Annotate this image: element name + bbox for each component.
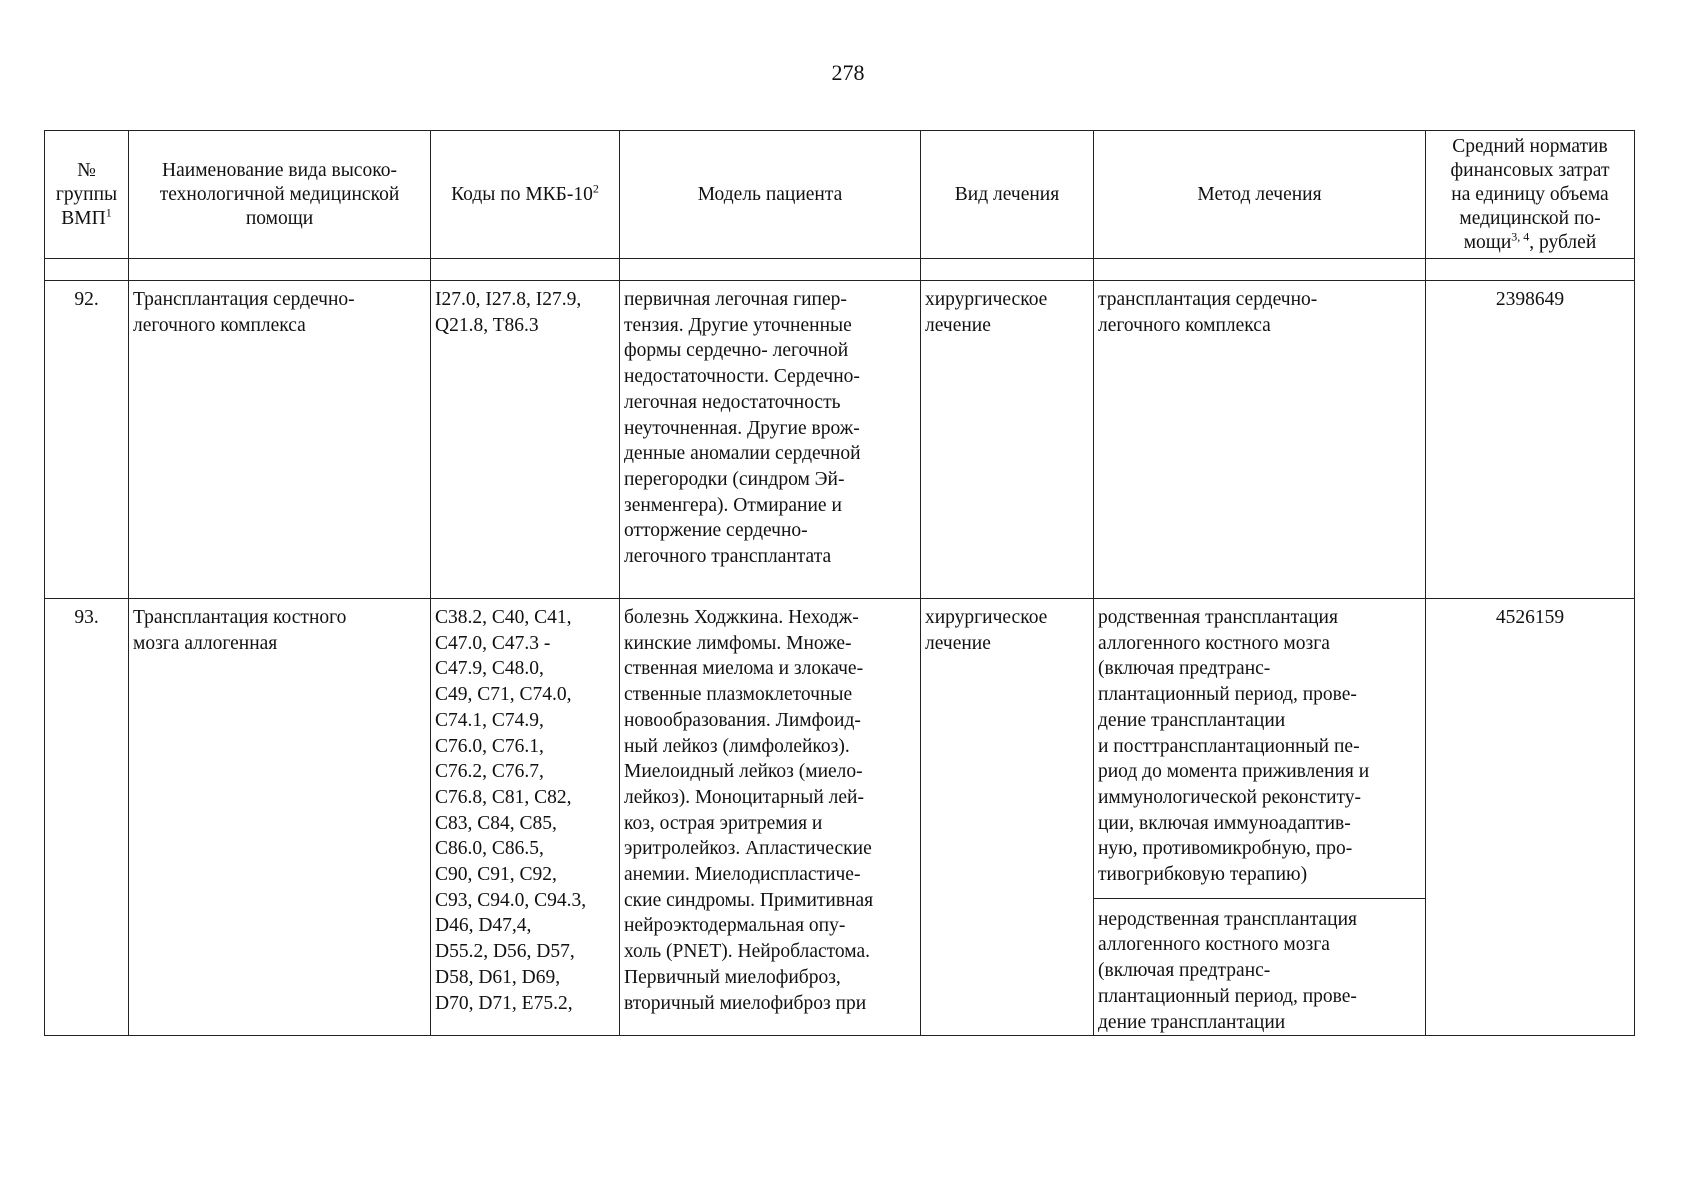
table-row: [45, 281, 1635, 599]
row-method-unrelated: неродственная трансплантация аллогенного костного мозга (включая предтранс- плантационный период, прове- дение трансплантации: [1098, 908, 1358, 1033]
row-name: Трансплантация сердечно- легочного комплекса: [129, 281, 431, 599]
row-method-cell: [1094, 599, 1426, 1036]
row-number: 93.: [45, 599, 129, 1036]
table-row: [45, 599, 1635, 1036]
row-codes: C38.2, C40, C41, C47.0, C47.3 - C47.9, C48.0, C49, C71, C74.0, C74.1, C74.9, C76.0, C76.1, C76.2, C76.7, C76.8, C81, C82, C83, C84, C85, C86.0, C86.5, C90, C91, C92, C93, C94.0, C94.3, D46, D47,4, D55.2, D56, D57, D58, D61, D69, D70, D71, E75.2,: [431, 599, 620, 1036]
row-treatment-type: хирургическое лечение: [921, 281, 1094, 599]
row-number: 92.: [45, 281, 129, 599]
row-method-related: родственная трансплантация аллогенного костного мозга (включая предтранс- плантационный период, прове- дение трансплантации и посттрансплантационный пе- риод до момента приживления и иммунологической реконститу- ции, включая иммуноадаптив- ную, противомикробную, про- тивогрибковую терапию): [1094, 605, 1425, 899]
header-treatment-type: Вид лечения: [921, 131, 1094, 259]
row-cost: 4526159: [1426, 599, 1635, 1036]
row-codes: I27.0, I27.8, I27.9, Q21.8, T86.3: [431, 281, 620, 599]
header-model: Модель пациента: [620, 131, 921, 259]
table-header-row: [45, 131, 1635, 259]
header-spacer-row: [45, 259, 1635, 281]
header-cost: Средний норматив финансовых затрат на единицу объема медицинской по- мощи$^{3, 4}$, рублей: [1426, 131, 1635, 259]
row-method: трансплантация сердечно- легочного комплекса: [1094, 281, 1426, 599]
vmp-table: [44, 130, 1635, 1036]
header-method: Метод лечения: [1094, 131, 1426, 259]
header-group-no: № группы ВМП$^1$: [45, 131, 129, 259]
row-name: Трансплантация костного мозга аллогенная: [129, 599, 431, 1036]
row-treatment-type: хирургическое лечение: [921, 599, 1094, 1036]
row-model: болезнь Ходжкина. Неходж- кинские лимфомы. Множе- ственная миелома и злокаче- ственные плазмоклеточные новообразования. Лимфоид- ный лейкоз (лимфолейкоз). Миелоидный лейкоз (миело- лейкоз). Моноцитарный лей- коз, острая эритремия и эритролейкоз. Апластические анемии. Миелодиспластиче- ские синдромы. Примитивная нейроэктодермальная опу- холь (PNET). Нейробластома. Первичный миелофиброз, вторичный миелофиброз при: [620, 599, 921, 1036]
page-number: 278: [831, 60, 865, 85]
header-name: Наименование вида высоко- технологичной медицинской помощи: [129, 131, 431, 259]
row-model: первичная легочная гипер- тензия. Другие уточненные формы сердечно- легочной недостаточности. Сердечно- легочная недостаточность неуточненная. Другие врож- денные аномалии сердечной перегородки (синдром Эй- зенменгера). Отмирание и отторжение сердечно- легочного трансплантата: [620, 281, 921, 599]
header-codes: Коды по МКБ-$10^2$: [431, 131, 620, 259]
row-cost: 2398649: [1426, 281, 1635, 599]
